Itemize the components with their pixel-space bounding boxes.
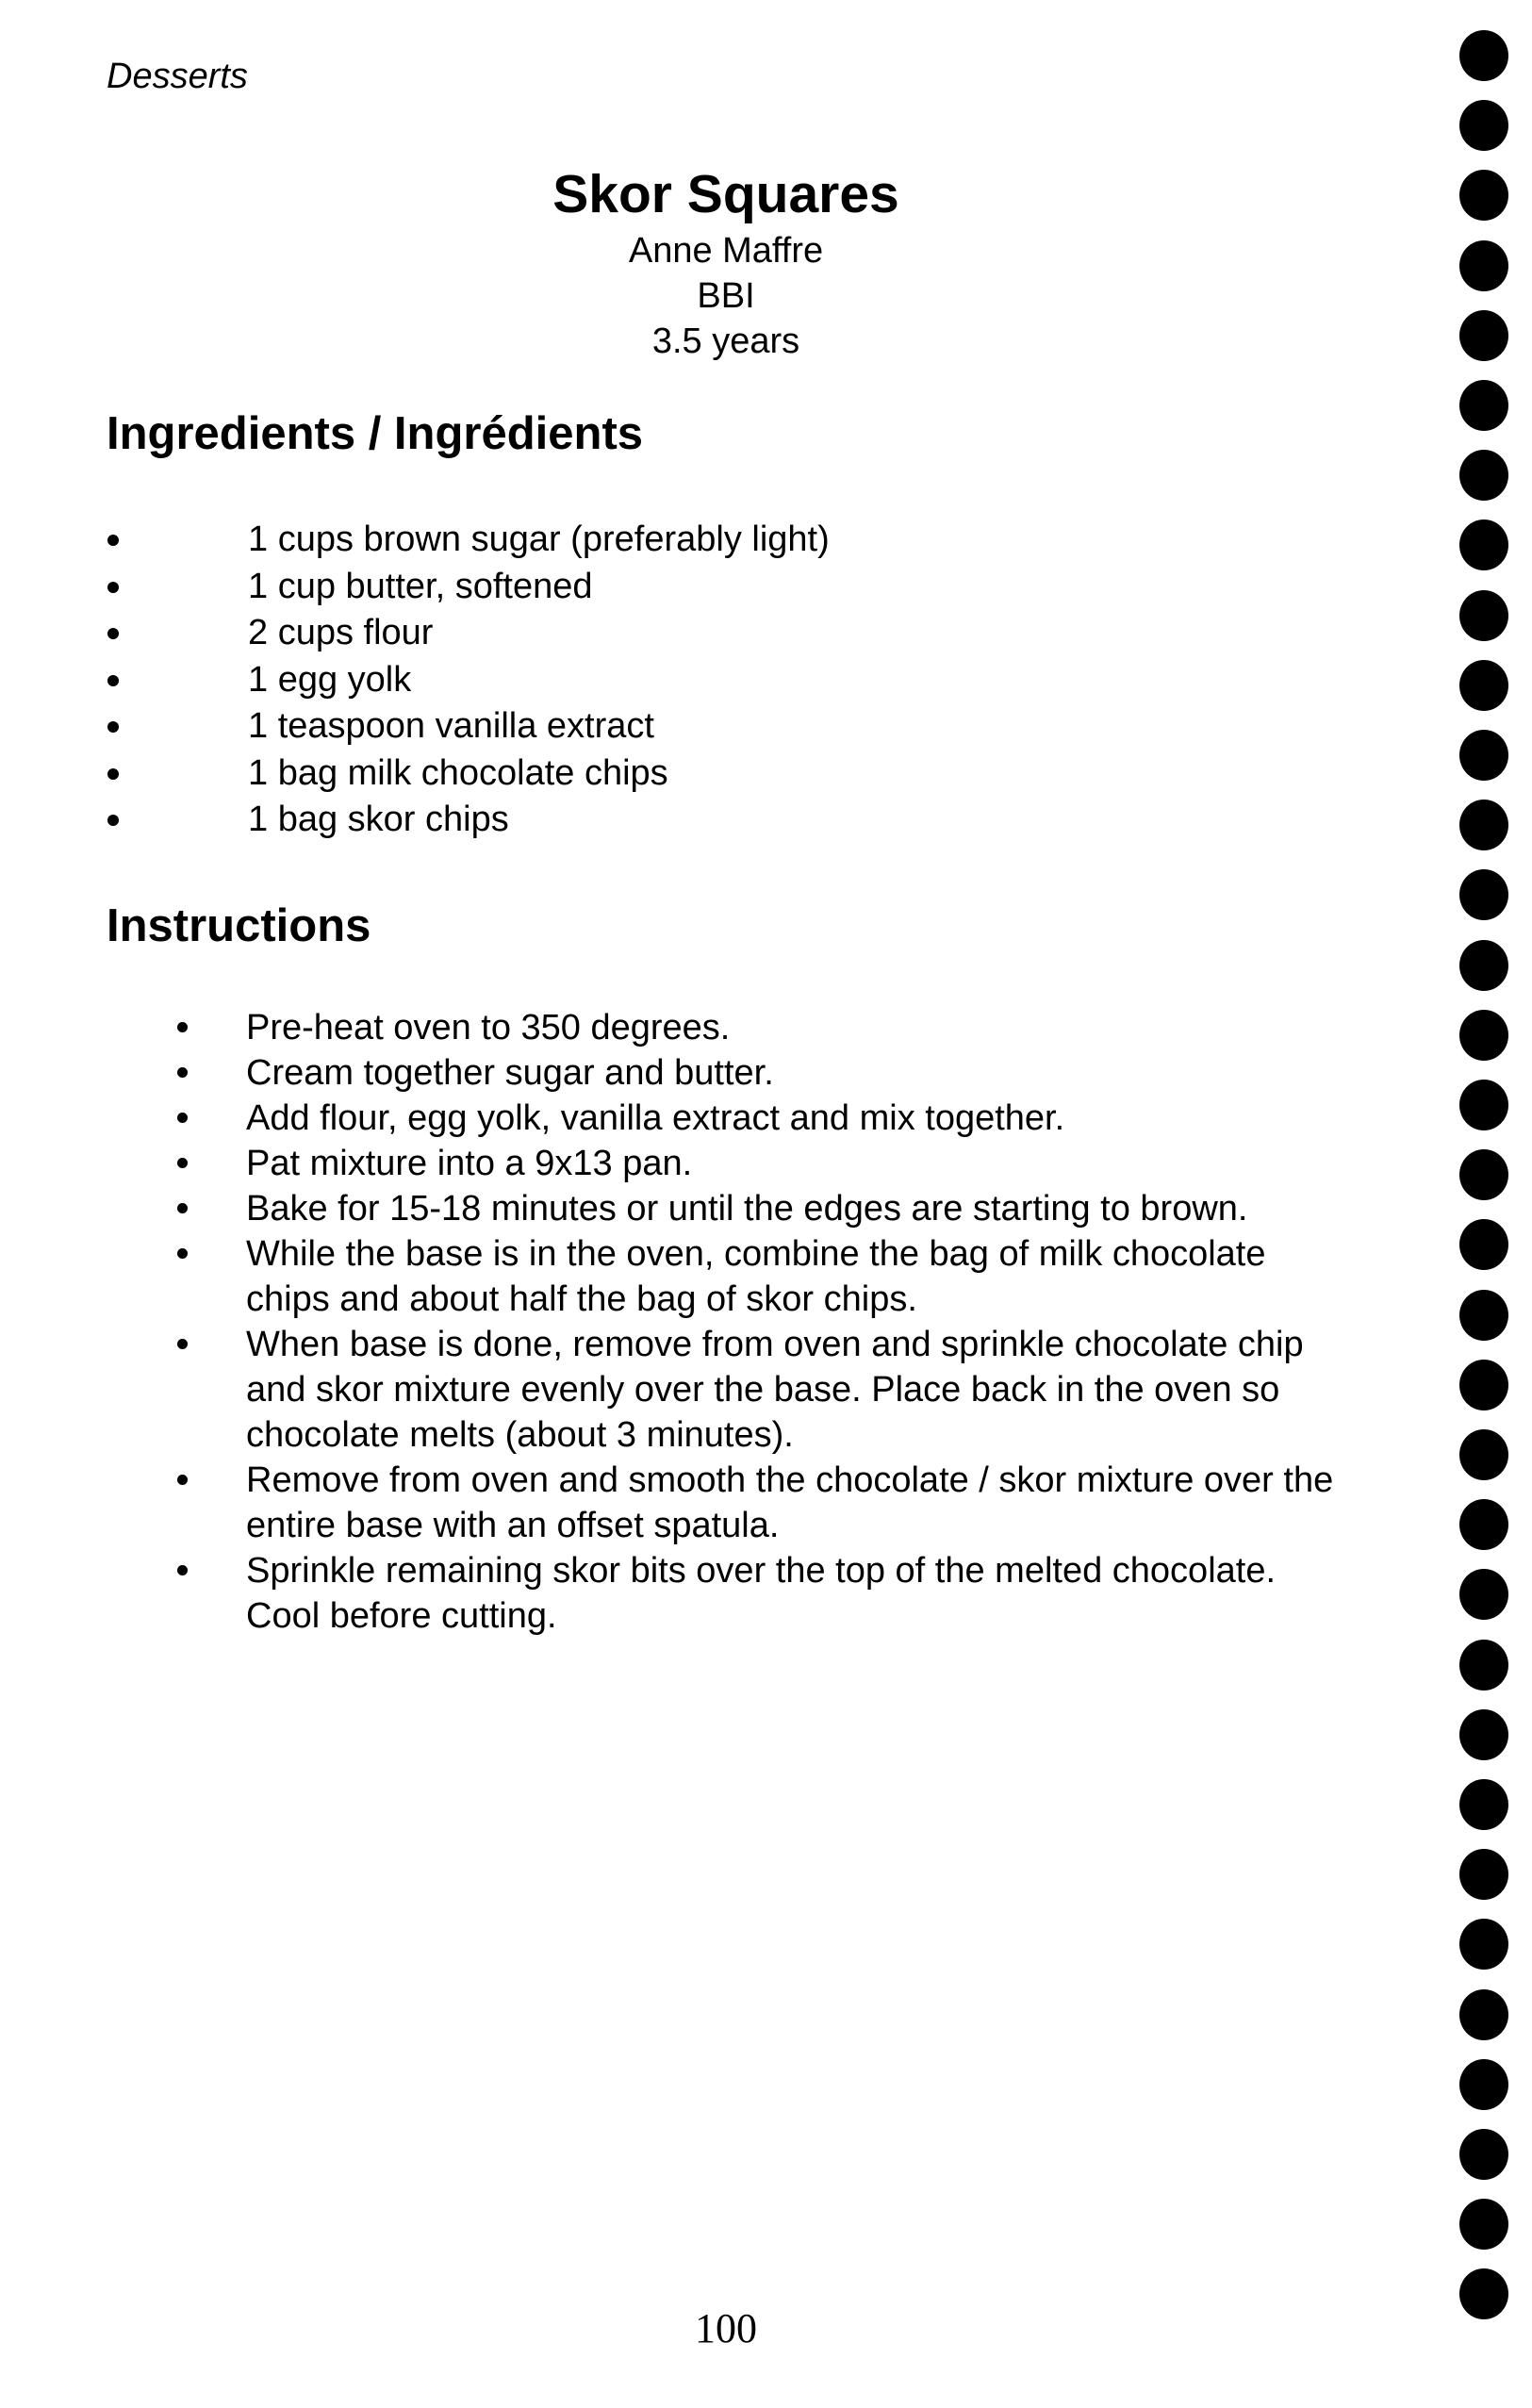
instruction-step xyxy=(0,1322,1359,1458)
binding-hole-icon xyxy=(1459,520,1508,570)
binding-hole-icon xyxy=(1459,2268,1508,2319)
instruction-text: Sprinkle remaining skor bits over the top of the melted chocolate. Cool before cutting. xyxy=(246,1551,1277,1636)
binding-hole-icon xyxy=(1459,2129,1508,2180)
bullet-icon xyxy=(177,1565,188,1575)
bullet-icon xyxy=(177,1113,188,1123)
ingredient-item xyxy=(0,657,830,704)
binding-hole-icon xyxy=(1459,1779,1508,1830)
binding-hole-icon xyxy=(1459,1499,1508,1550)
bullet-icon xyxy=(107,628,119,639)
ingredient-text: 1 cups brown sugar (preferably light) xyxy=(248,520,830,559)
binding-hole-icon xyxy=(1459,1080,1508,1130)
ingredient-text: 1 bag milk chocolate chips xyxy=(248,752,668,793)
binding-hole-icon xyxy=(1459,1989,1508,2040)
ingredients-list xyxy=(0,517,830,844)
instruction-step xyxy=(0,1050,1359,1096)
ingredient-text: 1 bag skor chips xyxy=(248,800,509,839)
instruction-text: Pre-heat oven to 350 degrees. xyxy=(246,1008,731,1047)
binding-hole-icon xyxy=(1459,1569,1508,1620)
ingredient-item xyxy=(0,703,830,750)
ingredient-text: 2 cups flour xyxy=(248,613,434,652)
instruction-text: Pat mixture into a 9x13 pan. xyxy=(246,1144,693,1183)
recipe-title: Skor Squares xyxy=(552,164,899,224)
binding-hole-icon xyxy=(1459,1290,1508,1341)
binding-hole-icon xyxy=(1459,1640,1508,1691)
ingredients-heading: Ingredients / Ingrédients xyxy=(107,408,644,459)
ingredient-item xyxy=(0,797,830,844)
bullet-icon xyxy=(107,582,119,593)
binding-hole-icon xyxy=(1459,1010,1508,1061)
binding-hole-icon xyxy=(1459,1429,1508,1480)
binding-hole-icon xyxy=(1459,940,1508,991)
binding-hole-icon xyxy=(1459,730,1508,781)
binding-hole-icon xyxy=(1459,590,1508,641)
binding-hole-icon xyxy=(1459,1219,1508,1270)
instruction-text: Cream together sugar and butter. xyxy=(246,1053,774,1093)
instruction-step xyxy=(0,1141,1359,1186)
bullet-icon xyxy=(177,1158,188,1168)
bullet-icon xyxy=(107,815,119,826)
ingredient-text: 1 egg yolk xyxy=(248,659,412,700)
binding-hole-icon xyxy=(1459,1360,1508,1410)
recipe-age: 3.5 years xyxy=(651,322,800,361)
bullet-icon xyxy=(177,1022,188,1032)
binding-hole-icon xyxy=(1459,660,1508,711)
binding-hole-icon xyxy=(1459,1149,1508,1200)
recipe-title-block xyxy=(339,160,1112,364)
binding-holes xyxy=(1459,30,1510,2397)
instruction-text: Remove from oven and smooth the chocolate / skor mixture over the entire base with an offset spatula. xyxy=(246,1460,1334,1545)
binding-hole-icon xyxy=(1459,1709,1508,1760)
bullet-icon xyxy=(107,721,119,733)
binding-hole-icon xyxy=(1459,30,1508,81)
section-label: Desserts xyxy=(107,57,248,96)
bullet-icon xyxy=(177,1067,188,1078)
binding-hole-icon xyxy=(1459,380,1508,431)
instruction-step xyxy=(0,1231,1359,1322)
binding-hole-icon xyxy=(1459,2199,1508,2250)
instruction-step xyxy=(0,1096,1359,1141)
binding-hole-icon xyxy=(1459,240,1508,291)
recipe-group: BBI xyxy=(697,276,755,316)
instruction-step xyxy=(0,1548,1359,1639)
binding-hole-icon xyxy=(1459,2059,1508,2110)
instruction-text: Add flour, egg yolk, vanilla extract and mix together. xyxy=(246,1098,1065,1138)
bullet-icon xyxy=(107,768,119,780)
binding-hole-icon xyxy=(1459,310,1508,361)
binding-hole-icon xyxy=(1459,1849,1508,1900)
instructions-heading: Instructions xyxy=(107,900,371,951)
instruction-step xyxy=(0,1005,1359,1050)
ingredient-item xyxy=(0,750,830,798)
binding-hole-icon xyxy=(1459,170,1508,221)
ingredient-text: 1 teaspoon vanilla extract xyxy=(248,706,654,746)
binding-hole-icon xyxy=(1459,1919,1508,1970)
page-number: 100 xyxy=(695,2305,757,2351)
bullet-icon xyxy=(177,1475,188,1485)
instruction-step xyxy=(0,1186,1359,1231)
ingredient-item xyxy=(0,610,830,657)
recipe-author: Anne Maffre xyxy=(628,231,824,271)
instructions-list xyxy=(0,1005,1359,1639)
bullet-icon xyxy=(107,535,119,546)
instruction-text: Bake for 15-18 minutes or until the edges are starting to brown. xyxy=(246,1189,1248,1229)
instruction-text: When base is done, remove from oven and sprinkle chocolate chip and skor mixture evenly over the base. Place back in the oven so chocolate melts (about 3 minutes). xyxy=(246,1325,1304,1455)
instruction-step xyxy=(0,1458,1359,1548)
binding-hole-icon xyxy=(1459,450,1508,501)
bullet-icon xyxy=(177,1339,188,1349)
bullet-icon xyxy=(177,1203,188,1213)
ingredient-text: 1 cup butter, softened xyxy=(248,566,593,606)
instruction-text: While the base is in the oven, combine the bag of milk chocolate chips and about half the bag of skor chips. xyxy=(246,1234,1266,1319)
binding-hole-icon xyxy=(1459,800,1508,850)
ingredient-item xyxy=(0,517,830,564)
binding-hole-icon xyxy=(1459,869,1508,920)
bullet-icon xyxy=(107,675,119,686)
ingredient-item xyxy=(0,564,830,611)
binding-hole-icon xyxy=(1459,100,1508,151)
bullet-icon xyxy=(177,1248,188,1259)
